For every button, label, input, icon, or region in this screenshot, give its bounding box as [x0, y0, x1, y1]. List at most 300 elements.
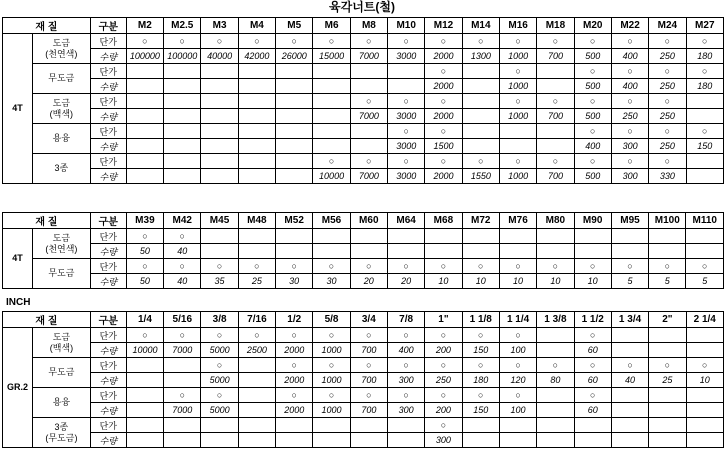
price-cell	[611, 418, 648, 433]
material-cell: 3종	[32, 154, 90, 184]
qty-cell: 700	[537, 109, 574, 124]
qty-cell: 300	[387, 373, 424, 388]
qty-cell	[164, 79, 201, 94]
qty-cell	[201, 109, 238, 124]
price-row	[3, 328, 724, 343]
qty-cell: 300	[611, 169, 648, 184]
price-cell	[537, 328, 574, 343]
price-cell: ○	[574, 328, 611, 343]
price-cell: ○	[574, 64, 611, 79]
price-cell: ○	[350, 388, 387, 403]
material-cell: 도금 (백색)	[32, 94, 90, 124]
price-cell	[350, 124, 387, 139]
price-cell: ○	[126, 229, 163, 244]
qty-row	[3, 79, 724, 94]
spec-table-2	[2, 212, 724, 289]
price-cell	[574, 229, 611, 244]
material-cell: 무도금	[32, 64, 90, 94]
price-cell	[686, 154, 723, 169]
qty-cell	[611, 343, 648, 358]
price-cell	[462, 124, 499, 139]
qty-cell	[126, 79, 163, 94]
price-cell	[276, 229, 313, 244]
price-cell: ○	[649, 358, 686, 373]
qty-cell	[350, 244, 387, 259]
qty-cell: 30	[313, 274, 350, 289]
price-cell: ○	[686, 259, 724, 274]
price-cell: ○	[313, 388, 350, 403]
qty-cell: 300	[611, 139, 648, 154]
price-cell	[686, 418, 724, 433]
price-cell	[537, 229, 574, 244]
header-material: 재 질	[3, 18, 91, 34]
price-cell: ○	[537, 358, 574, 373]
price-row	[3, 124, 724, 139]
qty-cell	[499, 244, 536, 259]
material-cell: 무도금	[32, 259, 90, 289]
price-cell: ○	[611, 94, 648, 109]
price-cell	[164, 124, 201, 139]
price-cell: ○	[201, 328, 238, 343]
qty-cell: 7000	[350, 169, 387, 184]
price-cell: ○	[276, 259, 313, 274]
qty-cell: 25	[238, 274, 275, 289]
price-cell: ○	[574, 34, 611, 49]
price-cell	[649, 388, 686, 403]
qty-cell: 2000	[425, 169, 462, 184]
size-header: M2	[126, 18, 163, 34]
size-header: M12	[425, 18, 462, 34]
price-cell: ○	[537, 34, 574, 49]
qty-cell: 1000	[499, 79, 536, 94]
size-header: M60	[350, 213, 387, 229]
price-cell	[201, 418, 238, 433]
price-cell: ○	[462, 34, 499, 49]
price-cell	[313, 64, 350, 79]
material-cell: 용융	[32, 124, 90, 154]
qty-cell	[313, 109, 350, 124]
qty-cell: 1000	[313, 343, 350, 358]
price-cell: ○	[350, 358, 387, 373]
size-header: M8	[350, 18, 387, 34]
qty-cell: 400	[611, 49, 648, 64]
price-row	[3, 154, 724, 169]
qty-cell: 500	[574, 169, 611, 184]
qty-cell: 500	[574, 79, 611, 94]
price-cell	[574, 418, 611, 433]
size-header: 5/16	[164, 312, 201, 328]
qty-cell	[686, 169, 723, 184]
size-header: 5/8	[313, 312, 350, 328]
price-cell: ○	[499, 34, 536, 49]
qty-row	[3, 343, 724, 358]
size-header: M52	[276, 213, 313, 229]
size-header: M6	[313, 18, 350, 34]
price-cell: ○	[537, 94, 574, 109]
price-cell: ○	[164, 388, 201, 403]
qty-cell: 700	[537, 169, 574, 184]
price-cell: ○	[201, 358, 238, 373]
price-cell: ○	[686, 34, 723, 49]
qty-cell	[537, 244, 574, 259]
price-cell	[313, 124, 350, 139]
qty-cell: 30	[276, 274, 313, 289]
qty-cell: 10	[499, 274, 536, 289]
qty-cell	[686, 343, 724, 358]
qty-cell: 50	[126, 274, 163, 289]
price-cell: ○	[126, 34, 163, 49]
qty-cell: 80	[537, 373, 574, 388]
price-cell: ○	[276, 328, 313, 343]
qty-cell: 2500	[238, 343, 275, 358]
qty-label: 수량	[90, 109, 126, 124]
qty-cell	[574, 433, 611, 448]
qty-cell: 250	[425, 373, 462, 388]
size-header: M68	[425, 213, 462, 229]
qty-cell	[313, 433, 350, 448]
size-header: M3	[201, 18, 238, 34]
qty-row	[3, 244, 724, 259]
price-cell	[499, 418, 536, 433]
qty-cell: 5	[611, 274, 648, 289]
qty-cell: 100	[499, 403, 536, 418]
price-row	[3, 259, 724, 274]
price-cell: ○	[649, 34, 686, 49]
qty-cell: 40	[611, 373, 648, 388]
qty-cell: 7000	[164, 403, 201, 418]
price-row	[3, 358, 724, 373]
size-header: 1"	[425, 312, 462, 328]
price-cell	[462, 229, 499, 244]
price-cell: ○	[425, 154, 462, 169]
price-cell: ○	[425, 94, 462, 109]
qty-row	[3, 274, 724, 289]
qty-cell	[574, 244, 611, 259]
qty-cell: 100	[499, 343, 536, 358]
qty-cell: 5000	[201, 373, 238, 388]
size-header: M95	[611, 213, 648, 229]
price-row	[3, 34, 724, 49]
spec-table-3	[2, 311, 724, 448]
qty-cell: 150	[462, 403, 499, 418]
price-cell	[276, 418, 313, 433]
price-cell	[164, 94, 201, 109]
size-header: 7/16	[238, 312, 275, 328]
price-cell	[537, 124, 574, 139]
size-header: 2"	[649, 312, 686, 328]
qty-cell: 1000	[313, 403, 350, 418]
qty-label: 수량	[90, 49, 126, 64]
qty-cell: 150	[686, 139, 723, 154]
qty-cell: 26000	[276, 49, 313, 64]
price-row	[3, 94, 724, 109]
material-cell: 도금 (백색)	[32, 328, 90, 358]
qty-cell: 60	[574, 403, 611, 418]
price-cell: ○	[164, 34, 201, 49]
qty-label: 수량	[90, 403, 126, 418]
qty-cell	[462, 433, 499, 448]
price-cell	[462, 94, 499, 109]
price-cell: ○	[425, 34, 462, 49]
qty-cell: 250	[649, 49, 686, 64]
price-cell: ○	[238, 34, 275, 49]
qty-cell	[164, 169, 201, 184]
price-cell	[313, 229, 350, 244]
size-header: M110	[686, 213, 724, 229]
qty-cell	[537, 433, 574, 448]
size-header: M10	[388, 18, 425, 34]
size-header: M56	[313, 213, 350, 229]
qty-cell: 5	[686, 274, 724, 289]
price-cell	[238, 388, 275, 403]
size-header: M64	[387, 213, 424, 229]
size-header: 1 1/2	[574, 312, 611, 328]
price-cell	[201, 124, 238, 139]
price-cell	[164, 64, 201, 79]
price-cell	[686, 388, 724, 403]
price-cell	[649, 418, 686, 433]
grade-cell: 4T	[3, 229, 33, 289]
price-cell	[276, 64, 313, 79]
qty-cell	[686, 403, 724, 418]
price-cell: ○	[164, 259, 201, 274]
qty-cell: 250	[649, 109, 686, 124]
qty-cell: 1000	[499, 109, 536, 124]
qty-cell	[387, 244, 424, 259]
qty-cell	[126, 109, 163, 124]
price-cell	[313, 418, 350, 433]
price-cell: ○	[313, 259, 350, 274]
qty-cell	[537, 139, 574, 154]
material-cell: 용융	[32, 388, 90, 418]
qty-cell	[201, 79, 238, 94]
qty-cell: 2000	[276, 343, 313, 358]
qty-cell	[611, 433, 648, 448]
size-header: 1 1/4	[499, 312, 536, 328]
price-row	[3, 229, 724, 244]
size-header: 1 1/8	[462, 312, 499, 328]
qty-cell: 100000	[164, 49, 201, 64]
price-cell	[276, 154, 313, 169]
price-cell	[350, 229, 387, 244]
price-cell: ○	[313, 34, 350, 49]
price-cell	[686, 94, 723, 109]
price-cell	[499, 124, 536, 139]
price-cell	[462, 64, 499, 79]
size-header: M76	[499, 213, 536, 229]
qty-label: 수량	[90, 343, 126, 358]
price-cell: ○	[686, 64, 723, 79]
size-header: M48	[238, 213, 275, 229]
price-label: 단가	[90, 418, 126, 433]
price-cell	[313, 94, 350, 109]
price-cell: ○	[164, 328, 201, 343]
size-header: M24	[649, 18, 686, 34]
price-cell	[611, 328, 648, 343]
qty-cell	[238, 403, 275, 418]
qty-label: 수량	[90, 433, 126, 448]
qty-cell: 250	[649, 79, 686, 94]
size-header: 2 1/4	[686, 312, 724, 328]
qty-cell	[686, 433, 724, 448]
qty-cell: 7000	[164, 343, 201, 358]
qty-cell	[462, 109, 499, 124]
header-kind: 구분	[90, 213, 126, 229]
price-cell: ○	[574, 259, 611, 274]
qty-cell	[387, 433, 424, 448]
header-row	[3, 213, 724, 229]
price-cell	[126, 418, 163, 433]
price-cell	[649, 229, 686, 244]
price-cell: ○	[387, 328, 424, 343]
qty-cell: 60	[574, 343, 611, 358]
price-cell	[387, 229, 424, 244]
price-cell: ○	[425, 388, 462, 403]
qty-cell	[276, 109, 313, 124]
price-cell	[238, 154, 275, 169]
qty-cell	[126, 373, 163, 388]
size-header: M72	[462, 213, 499, 229]
qty-cell: 10	[462, 274, 499, 289]
qty-cell: 3000	[388, 139, 425, 154]
qty-row	[3, 109, 724, 124]
qty-cell	[537, 343, 574, 358]
material-cell: 3종 (무도금)	[32, 418, 90, 448]
price-label: 단가	[90, 34, 126, 49]
qty-cell	[276, 433, 313, 448]
price-cell: ○	[574, 124, 611, 139]
price-cell	[238, 418, 275, 433]
size-header: M80	[537, 213, 574, 229]
price-cell: ○	[313, 154, 350, 169]
qty-cell: 200	[425, 403, 462, 418]
price-cell	[238, 358, 275, 373]
qty-cell	[649, 343, 686, 358]
price-cell: ○	[425, 328, 462, 343]
price-cell: ○	[499, 64, 536, 79]
price-cell	[238, 94, 275, 109]
price-cell: ○	[649, 94, 686, 109]
price-label: 단가	[90, 358, 126, 373]
price-cell: ○	[388, 94, 425, 109]
size-header: M4	[238, 18, 275, 34]
qty-cell: 10000	[313, 169, 350, 184]
price-cell	[164, 358, 201, 373]
price-cell	[649, 328, 686, 343]
qty-cell	[649, 244, 686, 259]
size-header: M5	[276, 18, 313, 34]
price-cell: ○	[350, 34, 387, 49]
size-header: M45	[201, 213, 238, 229]
qty-cell	[238, 433, 275, 448]
price-cell: ○	[276, 388, 313, 403]
qty-cell: 250	[611, 109, 648, 124]
price-cell: ○	[201, 259, 238, 274]
price-cell: ○	[649, 154, 686, 169]
price-cell: ○	[574, 154, 611, 169]
price-cell: ○	[499, 94, 536, 109]
price-cell: ○	[388, 154, 425, 169]
grade-cell: 4T	[3, 34, 33, 184]
price-cell	[425, 229, 462, 244]
size-header: M2.5	[164, 18, 201, 34]
price-cell	[126, 124, 163, 139]
price-label: 단가	[90, 259, 126, 274]
price-cell	[238, 124, 275, 139]
price-cell	[201, 229, 238, 244]
price-row	[3, 388, 724, 403]
size-header: 3/4	[350, 312, 387, 328]
price-cell	[388, 64, 425, 79]
qty-label: 수량	[90, 79, 126, 94]
price-cell: ○	[611, 124, 648, 139]
qty-cell: 50	[126, 244, 163, 259]
qty-cell: 500	[574, 49, 611, 64]
price-cell: ○	[574, 94, 611, 109]
price-cell: ○	[201, 34, 238, 49]
spec-table-1	[2, 17, 724, 184]
inch-section-label: INCH	[6, 297, 31, 308]
qty-cell: 15000	[313, 49, 350, 64]
header-material: 재 질	[3, 312, 91, 328]
price-cell: ○	[276, 34, 313, 49]
price-cell	[126, 388, 163, 403]
price-label: 단가	[90, 229, 126, 244]
qty-cell: 20	[387, 274, 424, 289]
price-cell: ○	[611, 259, 648, 274]
qty-cell: 1300	[462, 49, 499, 64]
qty-cell	[313, 139, 350, 154]
price-cell: ○	[649, 259, 686, 274]
price-cell: ○	[462, 328, 499, 343]
qty-cell: 5	[649, 274, 686, 289]
qty-label: 수량	[90, 139, 126, 154]
price-cell	[126, 154, 163, 169]
qty-cell: 3000	[388, 109, 425, 124]
qty-cell: 300	[425, 433, 462, 448]
qty-cell	[499, 433, 536, 448]
qty-cell	[201, 244, 238, 259]
qty-row	[3, 373, 724, 388]
size-header: M27	[686, 18, 723, 34]
price-cell	[611, 229, 648, 244]
price-cell: ○	[499, 388, 536, 403]
header-row	[3, 312, 724, 328]
qty-cell: 5000	[201, 343, 238, 358]
price-cell	[201, 94, 238, 109]
qty-cell: 250	[649, 139, 686, 154]
qty-cell	[238, 244, 275, 259]
size-header: 1 3/8	[537, 312, 574, 328]
qty-cell: 40	[164, 274, 201, 289]
qty-cell	[611, 403, 648, 418]
qty-cell	[649, 403, 686, 418]
qty-cell	[462, 244, 499, 259]
price-cell: ○	[649, 64, 686, 79]
qty-cell: 2000	[276, 373, 313, 388]
qty-cell	[686, 244, 724, 259]
price-cell: ○	[611, 358, 648, 373]
qty-cell	[201, 169, 238, 184]
price-cell: ○	[126, 328, 163, 343]
material-cell: 무도금	[32, 358, 90, 388]
price-cell	[350, 418, 387, 433]
price-label: 단가	[90, 124, 126, 139]
qty-cell: 700	[350, 373, 387, 388]
qty-cell: 3000	[388, 49, 425, 64]
price-cell: ○	[425, 64, 462, 79]
qty-cell	[126, 139, 163, 154]
